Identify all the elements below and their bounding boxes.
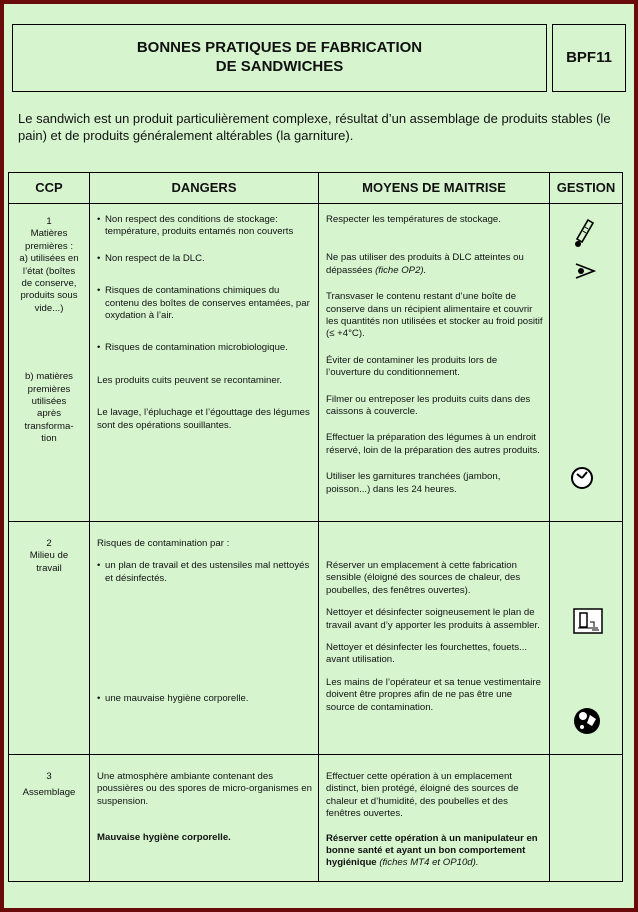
col-header-ccp: CCP (9, 173, 90, 204)
moyen-item: Respecter les températures de stockage. (326, 214, 501, 225)
title-line-2: DE SANDWICHES (215, 58, 344, 75)
page-title (12, 24, 547, 92)
moyen-item: Transvaser le contenu restant d’une boîte de conserve dans un récipient alimentaire et couvrir les quantités non utilisées et stocker au froid positif (≤ +4°C). (326, 291, 543, 340)
danger-item: Les produits cuits peuvent se recontaminer. (97, 374, 283, 386)
danger-item: Mauvaise hygiène corporelle. (97, 832, 231, 844)
table-header-row (9, 173, 623, 204)
moyen-ref: (fiches MT4 et OP10d). (379, 857, 479, 869)
moyen-item (326, 833, 543, 870)
ccp-line: après (37, 408, 61, 420)
table-row (9, 522, 623, 755)
clock-icon (570, 466, 594, 490)
moyen-item: Réserver un emplacement à cette fabrication sensible (éloigné des sources de chaleur, des poubelles, des fenêtres ouvertes). (326, 560, 521, 596)
danger-intro: Risques de contamination par : (97, 538, 230, 549)
table-row (9, 755, 623, 882)
ccp-cell (9, 522, 90, 755)
ccp-cell (9, 755, 90, 882)
danger-item: • Risques de contaminations chimiques du contenu des boîtes de conserves entamées, par oxydation à l’air. (97, 285, 312, 322)
hygiene-icon (572, 706, 602, 736)
ccp-line: premières (27, 383, 71, 395)
ccp-line: vide...) (34, 302, 64, 314)
intro-paragraph: Le sandwich est un produit particulièrement complexe, résultat d’un assemblage de produits stables (le pain) et de produits généralement altérables (la garniture). (18, 111, 611, 143)
eye-icon (574, 260, 596, 282)
ccp-line: b) matières (25, 371, 73, 383)
danger-item: • un plan de travail et des ustensiles mal nettoyés et désinfectés. (97, 560, 312, 585)
table-row (9, 204, 623, 522)
ccp-line: tion (41, 433, 57, 445)
col-header-gestion: GESTION (550, 173, 623, 204)
ccp-number: 2 (46, 538, 52, 549)
gestion-cell (550, 522, 623, 755)
moyens-cell (319, 204, 550, 522)
danger-item: • une mauvaise hygiène corporelle. (97, 693, 312, 705)
moyen-ref: (fiche OP2). (375, 264, 427, 276)
gestion-cell (550, 755, 623, 882)
thermometer-icon (574, 218, 596, 248)
ccp-line: a) utilisées en (19, 253, 79, 265)
danger-item: Le lavage, l’épluchage et l’égouttage des légumes sont des opérations souillantes. (97, 407, 310, 431)
document-code: BPF11 (552, 24, 626, 92)
ccp-line: de conserve, (21, 278, 77, 290)
moyens-cell (319, 522, 550, 755)
ccp-line: Assemblage (22, 787, 76, 799)
danger-item: • Non respect de la DLC. (97, 253, 312, 265)
col-header-moyens: MOYENS DE MAITRISE (319, 173, 550, 204)
dangers-cell (90, 204, 319, 522)
ccp-line: l’état (boîtes (22, 265, 76, 277)
ccp-number: 3 (46, 771, 52, 782)
moyen-item: Nettoyer et désinfecter soigneusement le plan de travail avant d’y apporter les produits à assembler. (326, 607, 540, 631)
moyen-text: Réserver cette opération à un manipulateur en bonne santé et ayant un bon comportement hygiénique (326, 832, 538, 869)
col-header-dangers: DANGERS (90, 173, 319, 204)
danger-item: • Risques de contamination microbiologique. (97, 342, 312, 354)
danger-item: Une atmosphère ambiante contenant des poussières ou des spores de micro-organismes en suspension. (97, 771, 312, 807)
ccp-line: Milieu de (29, 550, 69, 562)
moyen-item: Nettoyer et désinfecter les fourchettes, fouets... avant utilisation. (326, 642, 528, 666)
ccp-line: travail (36, 562, 62, 574)
dangers-cell (90, 755, 319, 882)
moyens-cell (319, 755, 550, 882)
dangers-cell (90, 522, 319, 755)
bpf-table (8, 172, 623, 882)
ccp-line: premières : (25, 240, 73, 252)
ccp-line: Matières (30, 228, 68, 240)
moyen-item: Éviter de contaminer les produits lors de l’ouverture du conditionnement. (326, 354, 498, 379)
ccp-line: transforma- (24, 420, 74, 432)
ccp-line: utilisées (31, 396, 67, 408)
moyen-item: Filmer ou entreposer les produits cuits dans des caissons à couvercle. (326, 393, 531, 418)
title-line-1: BONNES PRATIQUES DE FABRICATION (136, 39, 423, 56)
cleaning-icon (573, 608, 603, 634)
ccp-line: produits sous (20, 290, 78, 302)
moyen-item: Effectuer cette opération à un emplacement distinct, bien protégé, éloigné des sources de chaleur et d’humidité, des poubelles et des fenêtres ouvertes. (326, 771, 519, 820)
moyen-item: Les mains de l’opérateur et sa tenue vestimentaire doivent être propres afin de ne pas être une source de contamination. (326, 676, 541, 713)
moyen-item: Utiliser les garnitures tranchées (jambon, poisson...) dans les 24 heures. (326, 471, 501, 495)
moyen-item (326, 252, 543, 277)
moyen-text: Ne pas utiliser des produits à DLC atteintes ou dépassées (326, 252, 524, 276)
ccp-number: 1 (46, 216, 52, 227)
moyen-item: Effectuer la préparation des légumes à un endroit réservé, loin de la préparation des autres produits. (326, 432, 540, 456)
ccp-cell (9, 204, 90, 522)
danger-item: • Non respect des conditions de stockage: température, produits entamés non couverts (97, 214, 312, 239)
gestion-cell (550, 204, 623, 522)
